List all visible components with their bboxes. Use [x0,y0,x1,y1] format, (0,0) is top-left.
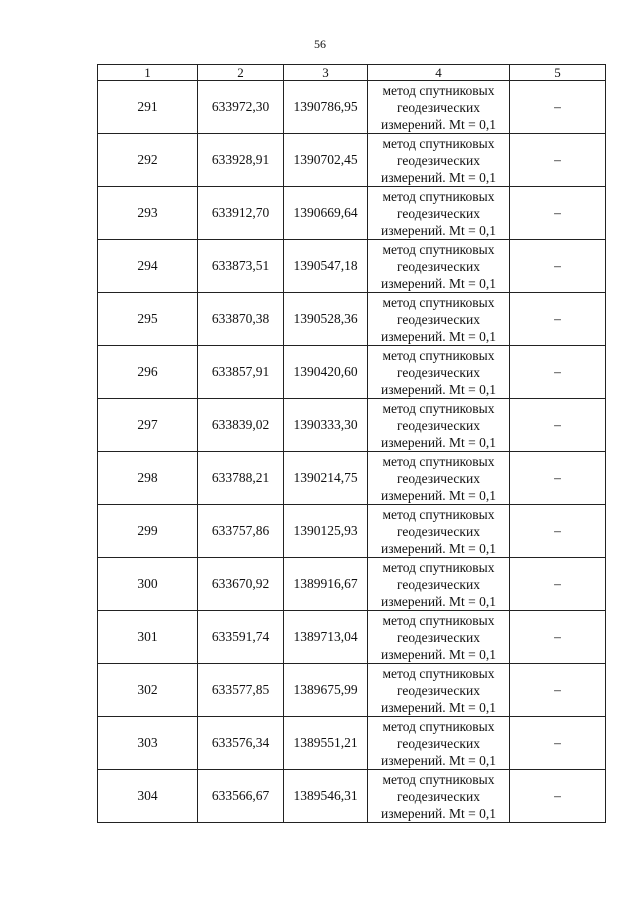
method-line: геодезических [397,735,480,751]
column-header: 3 [284,65,368,81]
coordinate-y: 1389916,67 [284,558,368,611]
method-line: геодезических [397,152,480,168]
method-line: метод спутниковых [382,135,495,151]
method-line: метод спутниковых [382,665,495,681]
method-line: измерений. Mt = 0,1 [380,222,497,238]
method-line: геодезических [397,523,480,539]
table-row [98,558,606,611]
method-line: метод спутниковых [382,400,495,416]
coordinate-x: 633788,21 [198,452,284,505]
page-number: 56 [314,37,326,51]
method-line: метод спутниковых [382,241,495,257]
method-line: измерений. Mt = 0,1 [380,752,497,768]
table-row [98,452,606,505]
method-line: геодезических [397,205,480,221]
note-cell: – [510,664,606,717]
table-row [98,505,606,558]
note-cell: – [510,293,606,346]
coordinate-y: 1390669,64 [284,187,368,240]
coordinate-x: 633839,02 [198,399,284,452]
note-cell: – [510,770,606,823]
point-number: 296 [98,346,198,399]
method-line: измерений. Mt = 0,1 [380,275,497,291]
coordinate-y: 1390528,36 [284,293,368,346]
column-header: 1 [98,65,198,81]
method-cell [368,558,510,611]
coordinate-x: 633576,34 [198,717,284,770]
column-header: 4 [368,65,510,81]
method-line: метод спутниковых [382,559,495,575]
note-cell: – [510,240,606,293]
coordinate-y: 1389551,21 [284,717,368,770]
method-line: метод спутниковых [382,82,495,98]
method-cell [368,240,510,293]
note-cell: – [510,187,606,240]
note-cell: – [510,134,606,187]
coordinate-y: 1390547,18 [284,240,368,293]
method-line: метод спутниковых [382,188,495,204]
coordinate-x: 633857,91 [198,346,284,399]
method-line: геодезических [397,629,480,645]
point-number: 299 [98,505,198,558]
column-header: 5 [510,65,606,81]
method-line: метод спутниковых [382,718,495,734]
method-line: геодезических [397,364,480,380]
method-cell [368,134,510,187]
method-line: геодезических [397,788,480,804]
method-line: метод спутниковых [382,294,495,310]
table-header-row [98,65,606,81]
method-line: измерений. Mt = 0,1 [380,540,497,556]
method-line: метод спутниковых [382,771,495,787]
table-row [98,187,606,240]
note-cell: – [510,611,606,664]
coordinate-x: 633670,92 [198,558,284,611]
coordinate-x: 633972,30 [198,81,284,134]
method-cell [368,505,510,558]
coordinate-x: 633566,67 [198,770,284,823]
method-line: измерений. Mt = 0,1 [380,805,497,821]
table-row [98,346,606,399]
point-number: 298 [98,452,198,505]
method-cell [368,293,510,346]
point-number: 302 [98,664,198,717]
point-number: 303 [98,717,198,770]
method-line: измерений. Mt = 0,1 [380,169,497,185]
method-cell [368,81,510,134]
method-line: измерений. Mt = 0,1 [380,328,497,344]
table-row [98,81,606,134]
method-cell [368,452,510,505]
point-number: 292 [98,134,198,187]
table-row [98,240,606,293]
method-line: метод спутниковых [382,612,495,628]
method-cell [368,717,510,770]
method-line: измерений. Mt = 0,1 [380,593,497,609]
coordinate-x: 633928,91 [198,134,284,187]
coordinate-x: 633591,74 [198,611,284,664]
coordinate-y: 1389713,04 [284,611,368,664]
note-cell: – [510,81,606,134]
point-number: 291 [98,81,198,134]
method-line: геодезических [397,258,480,274]
note-cell: – [510,346,606,399]
coordinate-y: 1389675,99 [284,664,368,717]
method-line: геодезических [397,470,480,486]
coordinate-y: 1390214,75 [284,452,368,505]
coordinate-y: 1390702,45 [284,134,368,187]
table-row [98,134,606,187]
method-line: геодезических [397,311,480,327]
method-cell [368,770,510,823]
point-number: 294 [98,240,198,293]
coordinate-y: 1390786,95 [284,81,368,134]
point-number: 300 [98,558,198,611]
note-cell: – [510,399,606,452]
method-line: измерений. Mt = 0,1 [380,116,497,132]
coordinate-y: 1390420,60 [284,346,368,399]
method-line: метод спутниковых [382,506,495,522]
coordinate-y: 1389546,31 [284,770,368,823]
method-cell [368,664,510,717]
coordinate-x: 633577,85 [198,664,284,717]
coordinate-y: 1390333,30 [284,399,368,452]
method-line: измерений. Mt = 0,1 [380,487,497,503]
coordinate-x: 633912,70 [198,187,284,240]
note-cell: – [510,505,606,558]
method-line: метод спутниковых [382,347,495,363]
method-cell [368,187,510,240]
point-number: 295 [98,293,198,346]
note-cell: – [510,717,606,770]
point-number: 304 [98,770,198,823]
coordinate-y: 1390125,93 [284,505,368,558]
point-number: 301 [98,611,198,664]
column-header: 2 [198,65,284,81]
method-cell [368,399,510,452]
method-line: измерений. Mt = 0,1 [380,699,497,715]
table-row [98,664,606,717]
method-line: геодезических [397,682,480,698]
point-number: 293 [98,187,198,240]
method-line: измерений. Mt = 0,1 [380,381,497,397]
note-cell: – [510,558,606,611]
method-line: измерений. Mt = 0,1 [380,646,497,662]
method-cell [368,346,510,399]
coordinate-x: 633757,86 [198,505,284,558]
method-line: геодезических [397,99,480,115]
coordinate-x: 633873,51 [198,240,284,293]
table-row [98,717,606,770]
table-row [98,293,606,346]
table-row [98,399,606,452]
method-line: метод спутниковых [382,453,495,469]
coordinates-table [97,64,606,823]
method-line: измерений. Mt = 0,1 [380,434,497,450]
point-number: 297 [98,399,198,452]
table-body [98,81,606,823]
method-line: геодезических [397,576,480,592]
table-row [98,611,606,664]
table-row [98,770,606,823]
coordinate-x: 633870,38 [198,293,284,346]
method-cell [368,611,510,664]
method-line: геодезических [397,417,480,433]
note-cell: – [510,452,606,505]
